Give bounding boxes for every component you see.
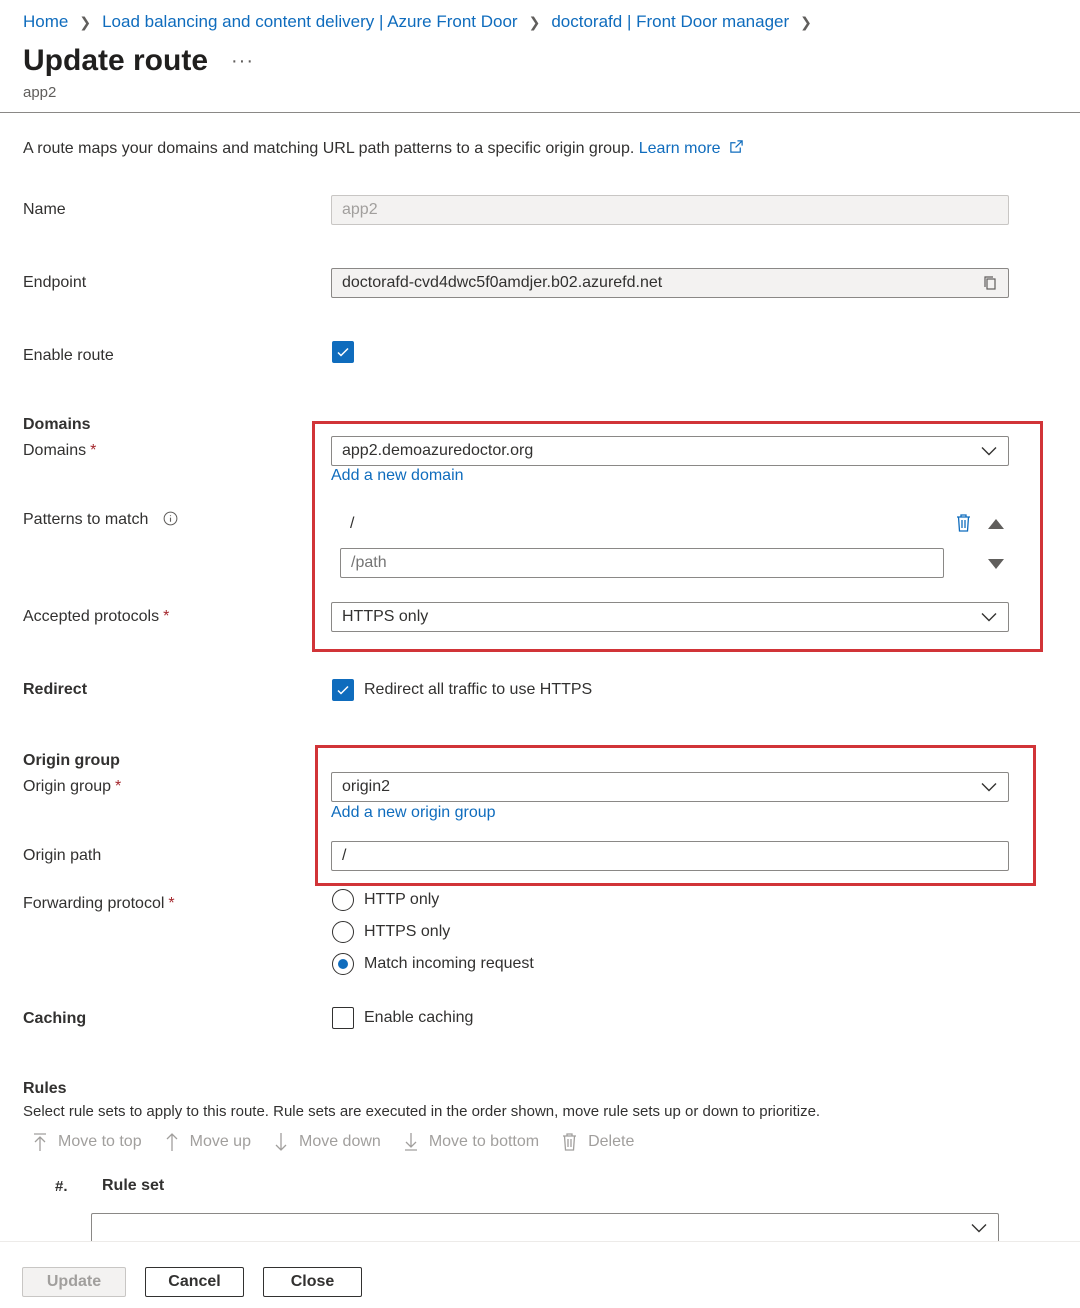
redirect-section-title: Redirect <box>23 681 88 698</box>
name-label: Name <box>23 201 66 218</box>
forwarding-match-request-radio[interactable] <box>332 953 354 975</box>
chevron-down-icon <box>980 442 998 460</box>
rule-set-dropdown[interactable] <box>91 1213 999 1243</box>
forwarding-https-only-radio[interactable] <box>332 921 354 943</box>
intro-description: A route maps your domains and matching URL path patterns to a specific origin group. <box>23 140 635 157</box>
chevron-down-icon <box>980 778 998 796</box>
close-button[interactable]: Close <box>263 1267 362 1297</box>
delete-pattern-icon[interactable] <box>955 513 972 533</box>
more-options-button[interactable]: ··· <box>231 50 254 72</box>
breadcrumb-home[interactable]: Home <box>23 12 69 31</box>
origin-group-dropdown[interactable] <box>331 772 1009 802</box>
add-origin-group-link[interactable]: Add a new origin group <box>331 804 496 821</box>
add-new-domain-link[interactable]: Add a new domain <box>331 467 464 484</box>
pattern-item: / <box>350 515 355 532</box>
endpoint-value: doctorafd-cvd4dwc5f0amdjer.b02.azurefd.net <box>342 274 663 291</box>
rules-section-title: Rules <box>23 1080 67 1097</box>
domains-section-title: Domains <box>23 416 91 433</box>
forwarding-https-only-label: HTTPS only <box>364 923 451 940</box>
checkmark-icon <box>336 345 350 359</box>
accepted-protocols-label <box>23 608 169 626</box>
origin-path-input[interactable] <box>331 841 1009 871</box>
enable-caching-label: Enable caching <box>364 1009 474 1026</box>
delete-rule-button[interactable] <box>561 1132 634 1152</box>
learn-more-link[interactable] <box>639 140 744 157</box>
move-down-button[interactable] <box>273 1132 381 1152</box>
header-divider <box>0 112 1080 113</box>
forwarding-protocol-label <box>23 895 175 913</box>
forwarding-match-request-label: Match incoming request <box>364 955 534 972</box>
accepted-protocols-label-text: Accepted protocols <box>23 608 160 625</box>
redirect-https-label: Redirect all traffic to use HTTPS <box>364 681 593 698</box>
domains-value: app2.demoazuredoctor.org <box>342 442 534 459</box>
forwarding-protocol-label-text: Forwarding protocol <box>23 895 165 912</box>
intro-text <box>23 139 744 158</box>
move-pattern-up-icon[interactable] <box>987 517 1005 530</box>
chevron-down-icon <box>980 608 998 626</box>
external-link-icon <box>729 139 744 154</box>
enable-caching-checkbox[interactable] <box>332 1007 354 1029</box>
pattern-input[interactable] <box>340 548 944 578</box>
pattern-input-field[interactable] <box>351 554 933 572</box>
move-up-button[interactable] <box>164 1132 251 1152</box>
page-subtitle: app2 <box>23 84 57 101</box>
footer-divider <box>0 1241 1080 1242</box>
accepted-protocols-value: HTTPS only <box>342 608 429 625</box>
origin-group-label <box>23 778 121 796</box>
chevron-right-icon: ❯ <box>528 13 541 30</box>
move-pattern-down-icon[interactable] <box>987 558 1005 571</box>
move-to-bottom-icon <box>403 1132 419 1152</box>
patterns-label-text: Patterns to match <box>23 511 149 528</box>
arrow-up-icon <box>164 1132 180 1152</box>
chevron-right-icon: ❯ <box>79 13 92 30</box>
rules-description: Select rule sets to apply to this route. Rule sets are executed in the order shown, move rule sets up or down to prioritize. <box>23 1103 821 1120</box>
learn-more-label: Learn more <box>638 140 721 157</box>
name-value: app2 <box>342 201 378 218</box>
cancel-button[interactable]: Cancel <box>145 1267 244 1297</box>
delete-label: Delete <box>588 1133 635 1150</box>
radio-selected-dot <box>338 959 348 969</box>
origin-group-value: origin2 <box>342 778 391 795</box>
column-header-number: #. <box>55 1178 68 1195</box>
origin-group-label-text: Origin group <box>23 778 112 795</box>
move-to-top-icon <box>32 1132 48 1152</box>
required-marker: * <box>168 895 175 912</box>
origin-section-title: Origin group <box>23 752 120 769</box>
required-marker: * <box>90 442 97 459</box>
endpoint-input <box>331 268 1009 298</box>
move-to-bottom-button[interactable] <box>403 1132 539 1152</box>
column-header-rule-set: Rule set <box>102 1177 165 1194</box>
move-to-top-label: Move to top <box>58 1133 142 1150</box>
patterns-label <box>23 511 178 529</box>
update-button[interactable]: Update <box>22 1267 126 1297</box>
origin-path-value: / <box>342 847 347 864</box>
move-down-label: Move down <box>298 1133 381 1150</box>
copy-icon[interactable] <box>982 275 998 291</box>
breadcrumb <box>23 11 823 33</box>
name-input <box>331 195 1009 225</box>
required-marker: * <box>115 778 122 795</box>
chevron-down-icon <box>970 1219 988 1237</box>
forwarding-http-only-label: HTTP only <box>364 891 440 908</box>
domains-label <box>23 442 96 460</box>
move-to-top-button[interactable] <box>32 1132 142 1152</box>
accepted-protocols-dropdown[interactable] <box>331 602 1009 632</box>
origin-path-label: Origin path <box>23 847 102 864</box>
chevron-right-icon: ❯ <box>800 13 812 30</box>
enable-route-checkbox[interactable] <box>332 341 354 363</box>
trash-icon <box>561 1132 578 1152</box>
breadcrumb-load-balancing[interactable]: Load balancing and content delivery | Azure Front Door <box>102 12 518 31</box>
endpoint-label: Endpoint <box>23 274 87 291</box>
forwarding-http-only-radio[interactable] <box>332 889 354 911</box>
caching-section-title: Caching <box>23 1010 87 1027</box>
move-up-label: Move up <box>189 1133 251 1150</box>
rules-toolbar <box>32 1132 656 1152</box>
required-marker: * <box>163 608 170 625</box>
info-icon[interactable] <box>163 511 178 526</box>
breadcrumb-front-door-manager[interactable]: doctorafd | Front Door manager <box>551 12 790 31</box>
redirect-https-checkbox[interactable] <box>332 679 354 701</box>
domains-label-text: Domains <box>23 442 87 459</box>
move-to-bottom-label: Move to bottom <box>428 1133 540 1150</box>
enable-route-label: Enable route <box>23 347 114 364</box>
page-title: Update route <box>23 44 209 77</box>
checkmark-icon <box>336 683 350 697</box>
domains-dropdown[interactable] <box>331 436 1009 466</box>
arrow-down-icon <box>273 1132 289 1152</box>
